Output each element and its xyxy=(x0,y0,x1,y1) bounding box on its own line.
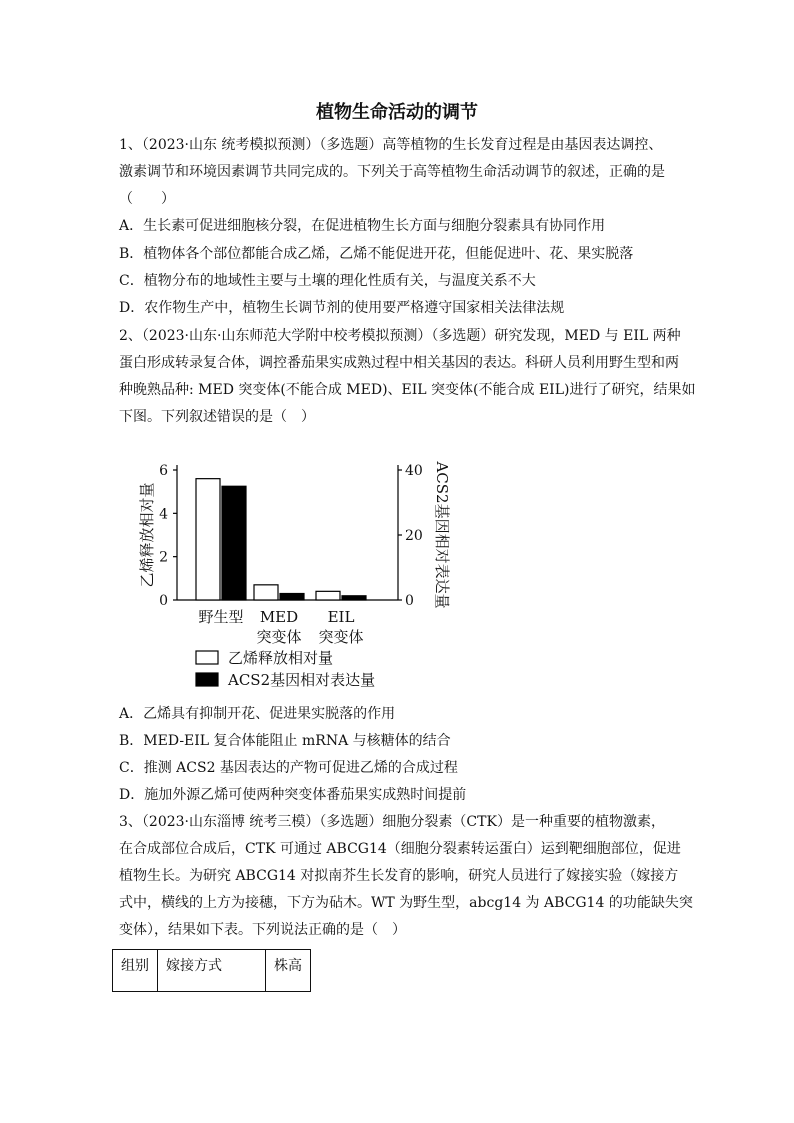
y-axis-label-left: 乙烯释放相对量 xyxy=(138,482,156,588)
q2-option-a: A．乙烯具有抑制开花、促进果实脱落的作用 xyxy=(119,706,396,722)
y-tick-label-left: 0 xyxy=(159,593,168,609)
table-header-height: 株高 xyxy=(266,950,311,992)
table-header-group: 组别 xyxy=(113,950,158,992)
bar-ethylene-1 xyxy=(254,585,278,600)
legend xyxy=(196,649,375,689)
bar-ethylene-0 xyxy=(196,479,220,600)
q2-stem-line-3: 种晚熟品种: MED 突变体(不能合成 MED)、EIL 突变体(不能合成 EIL)进行了研究，结果如 xyxy=(119,382,696,398)
x-category-label: 野生型 xyxy=(198,608,244,626)
q2-stem-line-1: 2、（2023·山东·山东师范大学附中校考模拟预测）（多选题）研究发现，MED 与 EIL 两种 xyxy=(119,328,681,344)
q3-stem-line-5: 变体），结果如下表。下列说法正确的是（ ） xyxy=(119,922,406,938)
q1-stem-line-2: 激素调节和环境因素调节共同完成的。下列关于高等植物生命活动调节的叙述，正确的是 xyxy=(119,164,665,180)
y-tick-label-right: 40 xyxy=(405,463,423,479)
x-category-label: MED xyxy=(259,608,299,626)
q3-stem-line-4: 式中，横线的上方为接穗，下方为砧木。WT 为野生型，abcg14 为 ABCG14 的功能缺失突 xyxy=(119,895,693,911)
bar-acs2-2 xyxy=(342,596,366,600)
q1-stem-line-1: 1、（2023·山东 统考模拟预测）（多选题）高等植物的生长发育过程是由基因表达调控、 xyxy=(119,137,663,153)
q1-option-d: D．农作物生产中，植物生长调节剂的使用要严格遵守国家相关法律法规 xyxy=(119,300,565,316)
q2-option-c: C．推测 ACS2 基因表达的产物可促进乙烯的合成过程 xyxy=(119,760,458,776)
q1-option-a: A．生长素可促进细胞核分裂，在促进植物生长方面与细胞分裂素具有协同作用 xyxy=(119,218,606,234)
q2-stem-line-2: 蛋白形成转录复合体，调控番茄果实成熟过程中相关基因的表达。科研人员利用野生型和两 xyxy=(119,355,679,371)
q1-stem-line-3: （ ） xyxy=(119,191,175,207)
q3-stem-line-2: 在合成部位合成后，CTK 可通过 ABCG14（细胞分裂素转运蛋白）运到靶细胞部位，促进 xyxy=(119,841,681,857)
y-tick-label-left: 2 xyxy=(159,549,168,566)
legend-label-acs2: ACS2基因相对表达量 xyxy=(228,671,376,689)
y-tick-label-left: 4 xyxy=(159,506,168,523)
q2-option-d: D．施加外源乙烯可使两种突变体番茄果实成熟时间提前 xyxy=(119,787,467,803)
bar-acs2-1 xyxy=(280,594,304,601)
table-header-graft-method: 嫁接方式 xyxy=(158,950,266,992)
q1-option-b: B．植物体各个部位都能合成乙烯，乙烯不能促进开花，但能促进叶、花、果实脱落 xyxy=(119,246,634,262)
y-tick-label-right: 20 xyxy=(405,528,423,544)
x-category-label: EIL xyxy=(327,608,355,626)
bar-acs2-0 xyxy=(222,486,246,600)
q2-bar-chart xyxy=(0,445,794,705)
q2-option-b: B．MED-EIL 复合体能阻止 mRNA 与核糖体的结合 xyxy=(119,733,451,749)
bar-ethylene-2 xyxy=(316,591,340,600)
table-header-row xyxy=(113,950,311,992)
y-tick-label-left: 6 xyxy=(159,463,168,479)
q3-stem-line-1: 3、（2023·山东淄博 统考三模）（多选题）细胞分裂素（CTK）是一种重要的植物激素， xyxy=(119,814,665,830)
y-axis-label-right: ACS2基因相对表达量 xyxy=(433,461,451,609)
graft-table xyxy=(112,949,311,992)
q2-stem-line-4: 下图。下列叙述错误的是（ ） xyxy=(119,409,315,425)
page-title: 植物生命活动的调节 xyxy=(316,102,478,123)
x-category-label: 突变体 xyxy=(318,628,364,646)
x-category-label: 突变体 xyxy=(256,628,302,646)
legend-label-ethylene: 乙烯释放相对量 xyxy=(228,649,334,667)
legend-swatch-acs2 xyxy=(196,673,218,686)
y-tick-label-right: 0 xyxy=(405,593,414,609)
q3-stem-line-3: 植物生长。为研究 ABCG14 对拟南芥生长发育的影响，研究人员进行了嫁接实验（嫁接方 xyxy=(119,868,679,884)
legend-swatch-ethylene xyxy=(196,651,218,664)
q1-option-c: C．植物分布的地域性主要与土壤的理化性质有关，与温度关系不大 xyxy=(119,273,536,289)
